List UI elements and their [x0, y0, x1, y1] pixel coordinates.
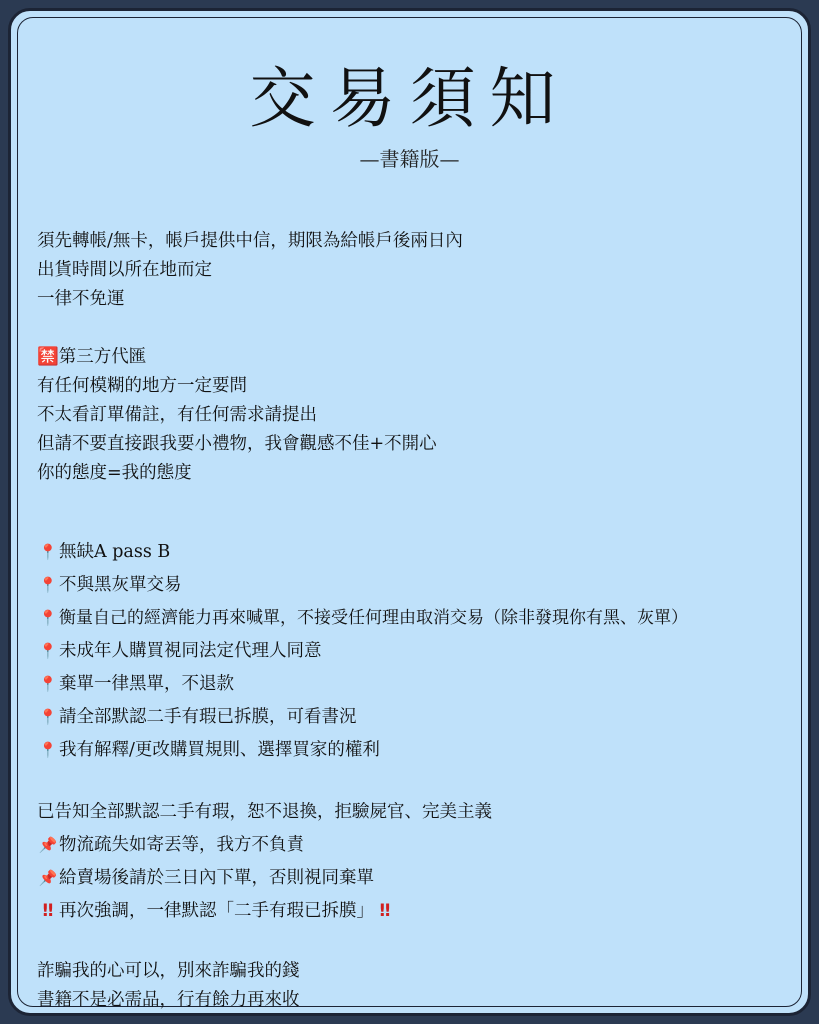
attitude-line: 你的態度=我的態度 [37, 463, 192, 483]
rule-item [37, 734, 807, 767]
rule-item [37, 668, 807, 701]
page-subtitle: —書籍版— [359, 147, 460, 171]
rule-text: 棄單一律黑單，不退款 [59, 674, 234, 694]
pin-icon: 📍 [38, 543, 58, 561]
pushpin-icon: 📌 [38, 836, 58, 854]
payment-line: 須先轉帳/無卡，帳戶提供中信，期限為給帳戶後兩日內 [37, 231, 463, 251]
rule-text: 請全部默認二手有瑕已拆膜，可看書況 [59, 707, 357, 727]
scam-warning-line: 詐騙我的心可以，別來詐騙我的錢 [37, 961, 300, 981]
pin-icon: 📍 [38, 576, 58, 594]
pin-icon: 📍 [38, 741, 58, 759]
reminder-line: ‼ 再次強調，一律默認「二手有瑕已拆膜」 ‼ [37, 895, 807, 928]
page-title: 交易須知 [249, 60, 570, 137]
notice-card [8, 8, 811, 1016]
rule-item [37, 536, 807, 569]
books-not-necessity-line: 書籍不是必需品，行有餘力再來收 [37, 990, 300, 1010]
ask-questions-line: 有任何模糊的地方一定要問 [37, 376, 247, 396]
rule-text: 我有解釋/更改購買規則、選擇買家的權利 [59, 740, 380, 760]
no-return-line: 已告知全部默認二手有瑕，恕不退換，拒驗屍官、完美主義 [37, 802, 492, 822]
order-deadline-line: 📌給賣場後請於三日內下單，否則視同棄單 [37, 862, 807, 895]
double-exclamation-icon: ‼ [379, 901, 391, 921]
double-exclamation-icon: ‼ [42, 901, 54, 921]
no-free-shipping-line: 一律不免運 [37, 289, 125, 309]
shipping-line: 出貨時間以所在地而定 [37, 260, 212, 280]
rule-item [37, 602, 807, 635]
pin-icon: 📍 [38, 609, 58, 627]
order-notes-line: 不太看訂單備註，有任何需求請提出 [37, 405, 317, 425]
pin-icon: 📍 [38, 708, 58, 726]
rule-text: 無缺A pass B [59, 542, 171, 562]
no-third-party-line: 🈲第三方代匯 [37, 347, 147, 367]
logistics-line: 📌物流疏失如寄丟等，我方不負責 [37, 829, 807, 862]
rule-text: 不與黑灰單交易 [59, 575, 182, 595]
rule-item [37, 569, 807, 602]
rule-text: 衡量自己的經濟能力再來喊單，不接受任何理由取消交易（除非發現你有黑、灰單） [59, 608, 688, 628]
pin-icon: 📍 [38, 675, 58, 693]
no-gifts-line: 但請不要直接跟我要小禮物，我會觀感不佳+不開心 [37, 434, 437, 454]
rule-item [37, 635, 807, 668]
pin-icon: 📍 [38, 642, 58, 660]
notice-content [37, 227, 807, 1015]
rule-text: 未成年人購買視同法定代理人同意 [59, 641, 322, 661]
pushpin-icon: 📌 [38, 869, 58, 887]
rule-item [37, 701, 807, 734]
